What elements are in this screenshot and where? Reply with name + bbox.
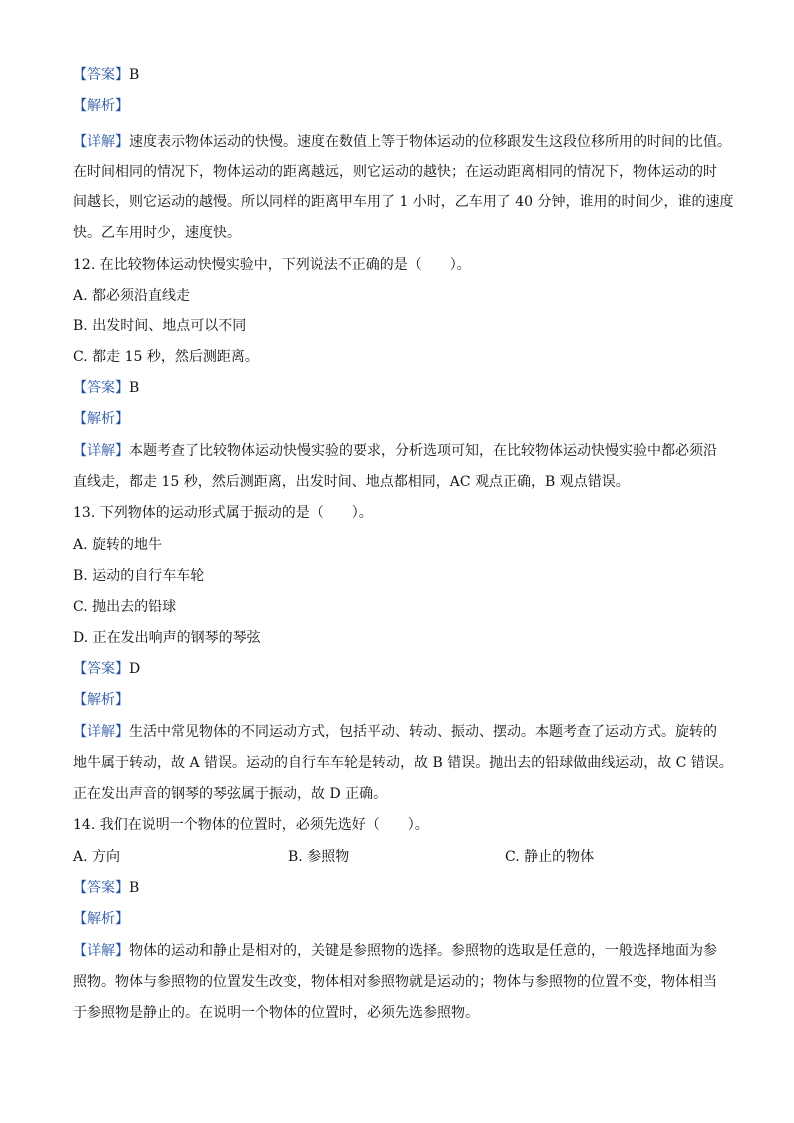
question-text: 14. 我们在说明一个物体的位置时，必须先选好（ ）。 (73, 817, 429, 833)
answer-value: B (129, 880, 140, 896)
detail-text: 地牛属于转动，故 A 错误。运动的自行车车轮是转动，故 B 错误。抛出去的铅球做曲线运动，故 C 错误。 (73, 755, 733, 771)
option-c: C. 抛出去的铅球 (73, 599, 177, 615)
detail-text: 于参照物是静止的。在说明一个物体的位置时，必须先选参照物。 (73, 1005, 479, 1021)
option-b: B. 出发时间、地点可以不同 (73, 318, 247, 334)
detail-tag: 【详解】 (73, 443, 129, 459)
option-b: B. 参照物 (288, 849, 350, 865)
answer-value: D (129, 661, 141, 677)
detail-text: 生活中常见物体的不同运动方式，包括平动、转动、振动、摆动。本题考查了运动方式。旋转的 (129, 724, 717, 740)
analysis-tag: 【解析】 (73, 692, 129, 708)
analysis-line (73, 691, 129, 709)
option-a: A. 方向 (73, 849, 121, 865)
analysis-line (73, 910, 129, 928)
answer-value: B (129, 67, 140, 83)
detail-text: 照物。物体与参照物的位置发生改变，物体相对参照物就是运动的；物体与参照物的位置不变，物体相当 (73, 974, 717, 990)
detail-line (73, 942, 717, 960)
question-text: 12. 在比较物体运动快慢实验中，下列说法不正确的是（ ）。 (73, 257, 471, 273)
answer-line (73, 660, 140, 678)
answer-line (73, 66, 139, 84)
analysis-tag: 【解析】 (73, 98, 129, 114)
detail-text: 正在发出声音的钢琴的琴弦属于振动，故 D 正确。 (73, 786, 388, 802)
option-d: D. 正在发出响声的钢琴的琴弦 (73, 630, 261, 646)
detail-tag: 【详解】 (73, 724, 129, 740)
analysis-tag: 【解析】 (73, 411, 129, 427)
analysis-line (73, 97, 129, 115)
detail-line (73, 442, 717, 460)
answer-tag: 【答案】 (73, 661, 129, 677)
detail-text: 速度表示物体运动的快慢。速度在数值上等于物体运动的位移跟发生这段位移所用的时间的比值。 (129, 134, 731, 150)
analysis-line (73, 410, 129, 428)
option-a: A. 都必须沿直线走 (73, 288, 191, 304)
detail-tag: 【详解】 (73, 134, 129, 150)
detail-tag: 【详解】 (73, 943, 129, 959)
answer-value: B (129, 380, 140, 396)
detail-text: 物体的运动和静止是相对的，关键是参照物的选择。参照物的选取是任意的，一般选择地面为参 (129, 943, 717, 959)
detail-text: 直线走，都走 15 秒，然后测距离，出发时间、地点都相同，AC 观点正确，B 观点错误。 (73, 474, 630, 490)
answer-tag: 【答案】 (73, 67, 129, 83)
detail-text: 快。乙车用时少，速度快。 (73, 225, 241, 241)
detail-line (73, 723, 717, 741)
option-a: A. 旋转的地牛 (73, 537, 163, 553)
option-b: B. 运动的自行车车轮 (73, 568, 205, 584)
detail-line (73, 133, 731, 151)
option-c: C. 都走 15 秒，然后测距离。 (73, 349, 259, 365)
answer-tag: 【答案】 (73, 880, 129, 896)
answer-line (73, 879, 139, 897)
analysis-tag: 【解析】 (73, 911, 129, 927)
detail-text: 在时间相同的情况下，物体运动的距离越远，则它运动的越快；在运动距离相同的情况下，物体运动的时 (73, 164, 717, 180)
option-c: C. 静止的物体 (505, 849, 595, 865)
detail-text: 间越长，则它运动的越慢。所以同样的距离甲车用了 1 小时，乙车用了 40 分钟，谁用的时间少，谁的速度 (73, 194, 734, 210)
question-text: 13. 下列物体的运动形式属于振动的是（ ）。 (73, 505, 373, 521)
detail-text: 本题考查了比较物体运动快慢实验的要求，分析选项可知，在比较物体运动快慢实验中都必须沿 (129, 443, 717, 459)
answer-line (73, 379, 139, 397)
answer-tag: 【答案】 (73, 380, 129, 396)
